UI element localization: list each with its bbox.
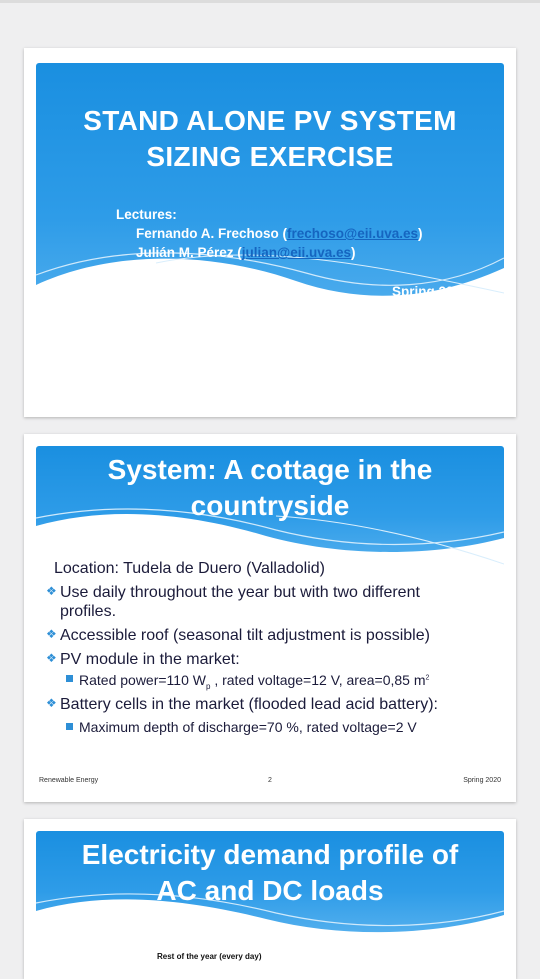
title-banner [36, 63, 504, 345]
bullet-1 [60, 584, 420, 602]
title-line-1: STAND ALONE PV SYSTEM [83, 105, 457, 136]
slide-date: Spring 2020 [392, 284, 469, 299]
diamond-bullet-icon: ❖ [46, 651, 57, 665]
subscript-p: p [205, 681, 211, 691]
location-text: Location: Tudela de Duero (Valladolid) [54, 560, 325, 577]
square-bullet-icon [66, 723, 73, 730]
sub-bullet-1-text-a: Rated power=110 W [79, 672, 206, 688]
bullet-1-line-2: profiles. [60, 603, 117, 620]
lecturer-1-name: Fernando A. Frechoso ( [136, 226, 288, 241]
lecturer-2-email-link[interactable]: julian@eii.uva.es [241, 245, 351, 260]
lecturer-1-close: ) [417, 226, 423, 241]
footer-left: Renewable Energy [39, 777, 99, 784]
slide-title [36, 452, 504, 524]
lecturer-2-close: ) [351, 245, 356, 260]
diamond-bullet-icon: ❖ [46, 696, 57, 710]
bullet-2: Accessible roof (seasonal tilt adjustment is possible) [60, 627, 430, 644]
diamond-bullet-icon: ❖ [46, 584, 57, 598]
title-line-1: System: A cottage in the [107, 454, 433, 485]
lecturer-1 [136, 226, 422, 241]
bullet-1-line-1: Use daily throughout the year but with two different [60, 584, 420, 601]
title-line-2: SIZING EXERCISE [146, 141, 394, 172]
sub-bullet-1-text-b: , rated voltage=12 V, area=0,85 m [210, 672, 426, 688]
title-line-1: Electricity demand profile of [81, 839, 459, 870]
subheading: Rest of the year (every day) [157, 952, 262, 961]
title-banner [36, 446, 504, 574]
title-banner [36, 831, 504, 941]
bullet-4: Battery cells in the market (flooded lead acid battery): [60, 696, 438, 713]
superscript-2: 2 [425, 674, 430, 682]
slide-1 [24, 48, 516, 417]
sub-bullet-2: Maximum depth of discharge=70 %, rated voltage=2 V [79, 719, 417, 735]
slide-2 [24, 434, 516, 802]
sub-bullet-1 [79, 672, 429, 691]
lecturer-2 [136, 245, 356, 260]
title-line-2: countryside [190, 490, 350, 521]
slide-title [36, 837, 504, 909]
diamond-bullet-icon: ❖ [46, 627, 57, 641]
lecturer-1-email-link[interactable]: frechoso@eii.uva.es [287, 226, 418, 241]
top-divider [0, 0, 540, 3]
slide-title [36, 103, 504, 175]
bullet-3: PV module in the market: [60, 651, 240, 668]
footer-page-number: 2 [268, 777, 272, 784]
lectures-label: Lectures: [116, 207, 177, 222]
title-line-2: AC and DC loads [156, 875, 384, 906]
slide-3 [24, 819, 516, 979]
footer-right: Spring 2020 [463, 777, 501, 784]
square-bullet-icon [66, 675, 73, 682]
lecturer-2-name: Julián M. Pérez ( [136, 245, 242, 260]
